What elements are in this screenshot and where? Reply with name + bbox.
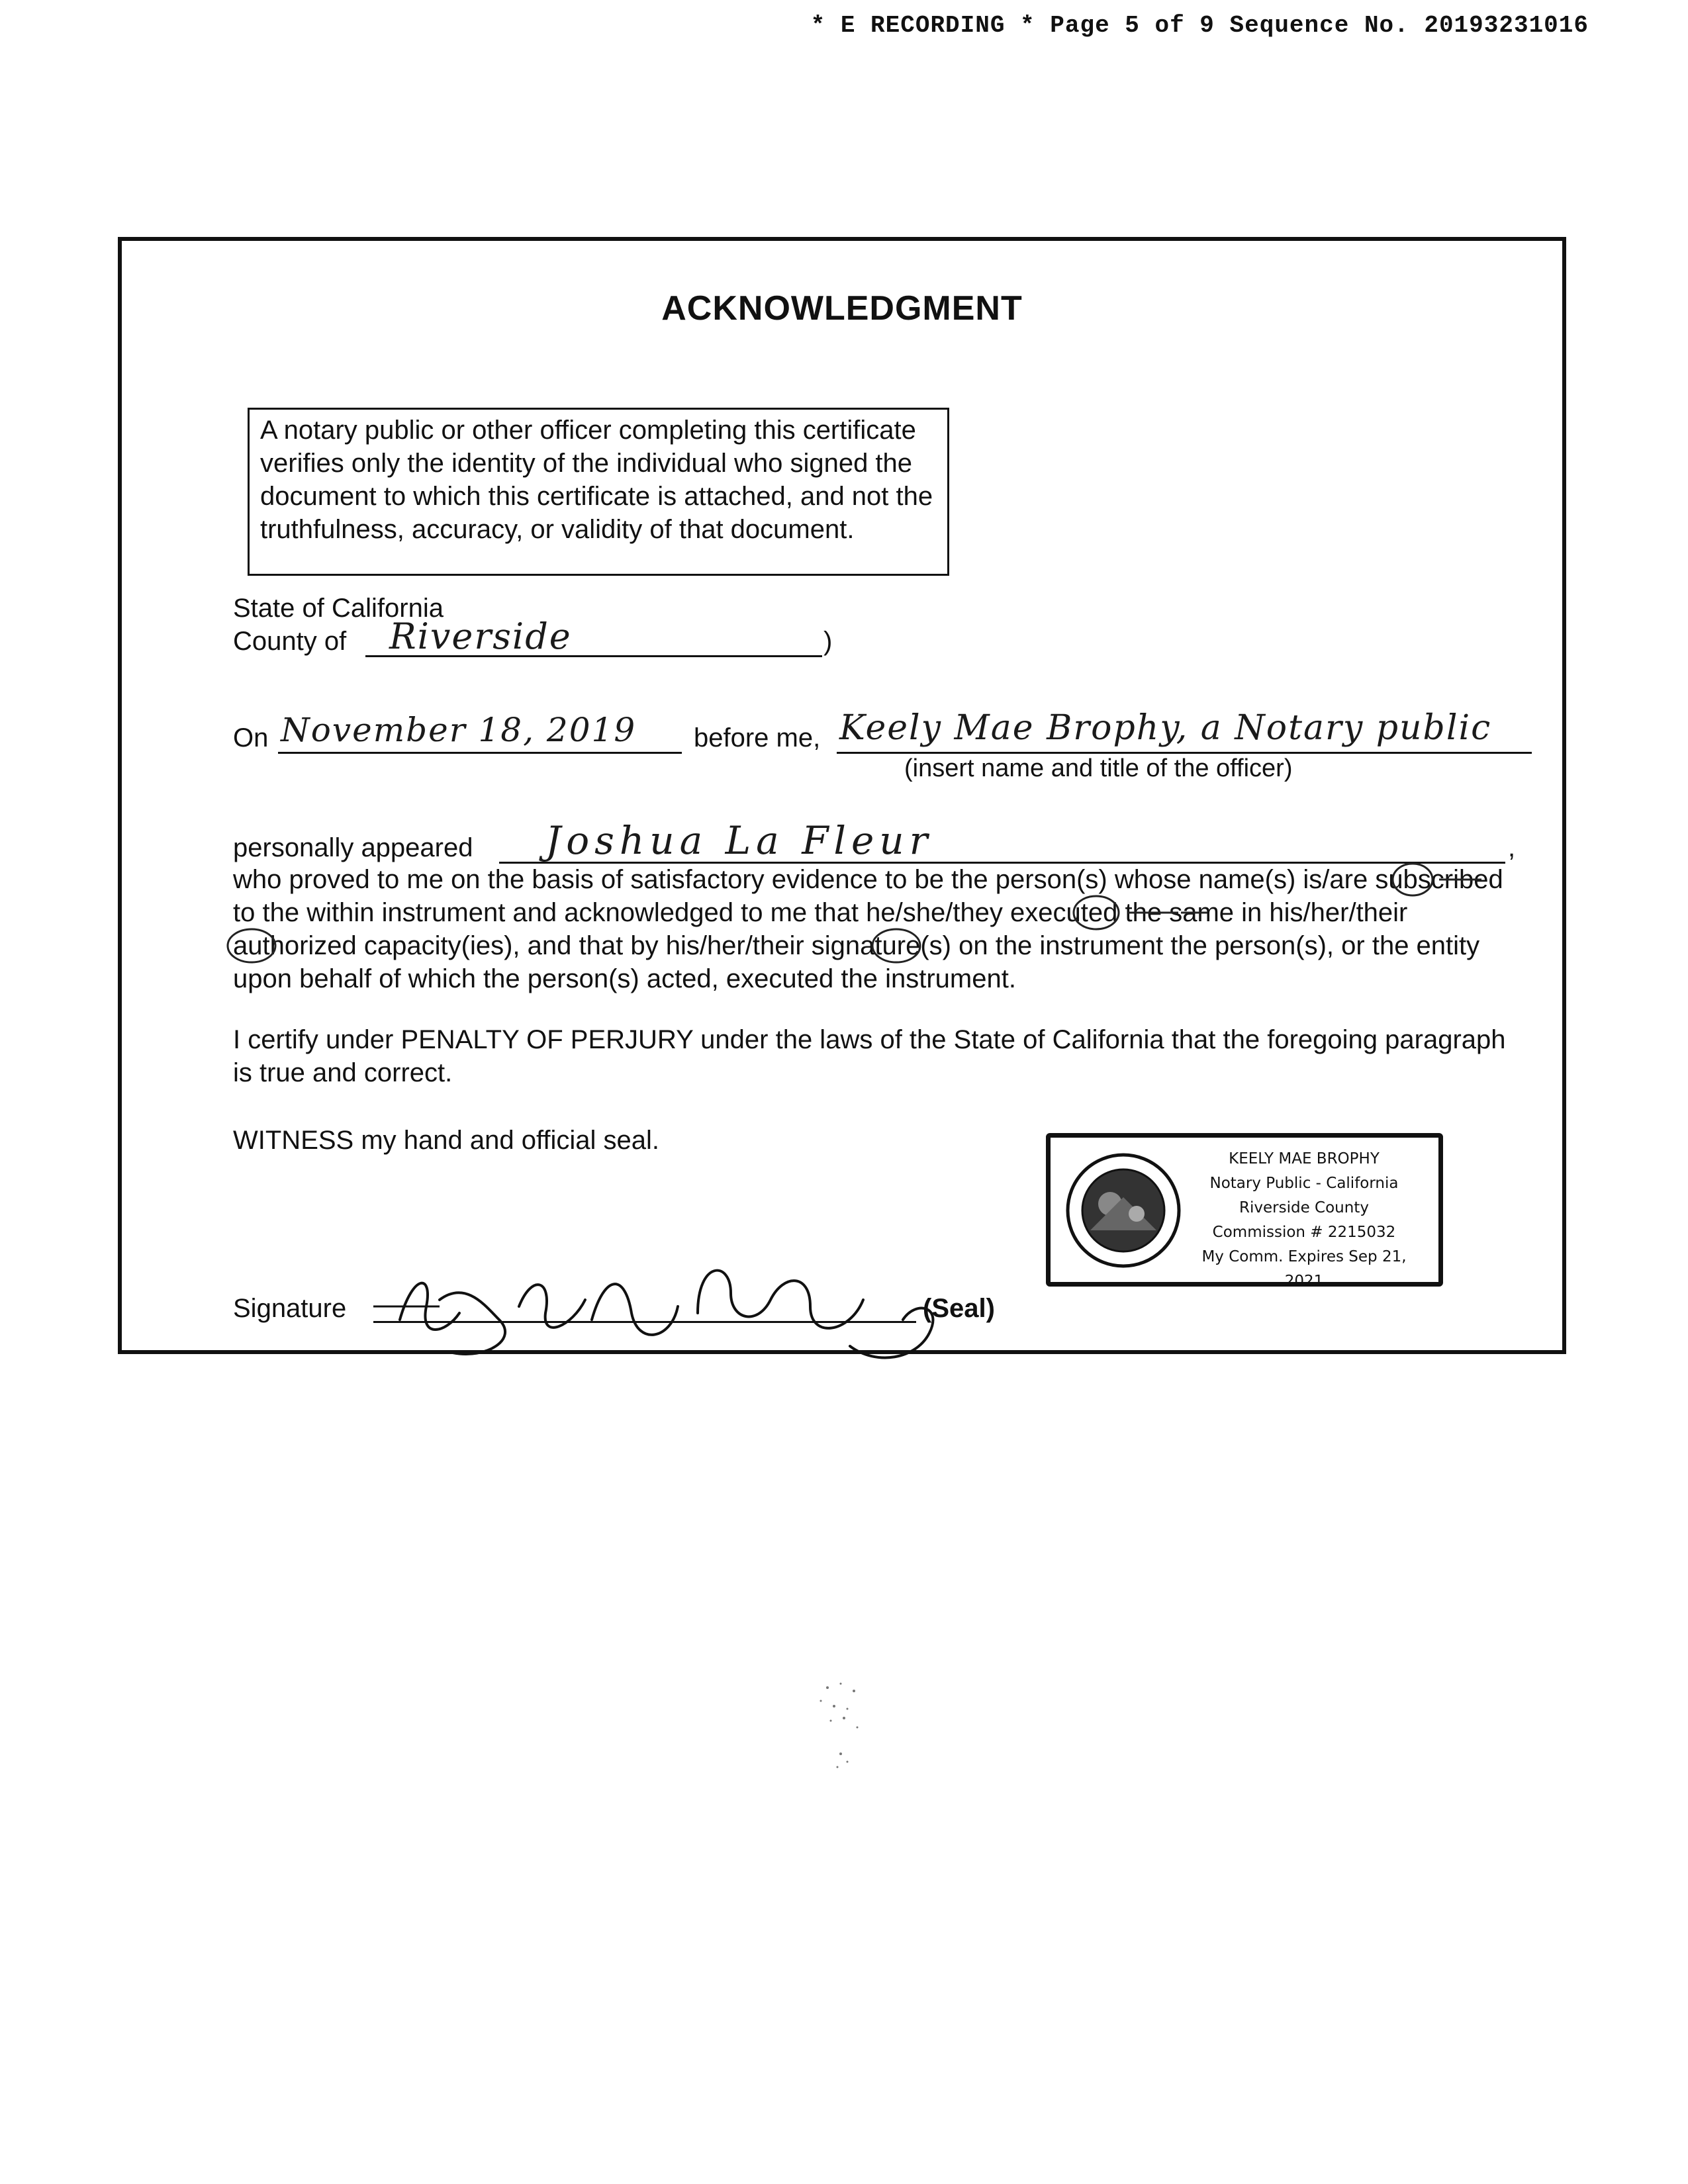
county-close-paren: ) xyxy=(823,627,833,656)
acknowledgment-form xyxy=(118,237,1566,1354)
notary-signature xyxy=(387,1234,969,1366)
on-label: On xyxy=(233,723,269,752)
before-me-label: before me, xyxy=(694,723,821,752)
seal-title: Notary Public - California xyxy=(1209,1175,1399,1192)
date-value: November 18, 2019 xyxy=(281,711,637,749)
certify-paragraph: I certify under PENALTY OF PERJURY under the laws of the State of California that the foregoing paragraph is true and correct. xyxy=(233,1025,1506,1087)
officer-value: Keely Mae Brophy, a Notary public xyxy=(839,708,1492,748)
signature-label: Signature xyxy=(233,1294,347,1323)
notice-box: A notary public or other officer completing this certificate verifies only the identity of the individual who signed the document to which this certificate is attached, and not the truthfulness, accuracy, or validity of that document. xyxy=(248,408,949,576)
witness-line: WITNESS my hand and official seal. xyxy=(233,1126,659,1155)
form-title: ACKNOWLEDGMENT xyxy=(661,289,1023,328)
officer-caption: (insert name and title of the officer) xyxy=(904,754,1293,782)
appeared-comma: , xyxy=(1508,833,1516,862)
state-seal-icon xyxy=(1064,1151,1183,1270)
seal-label: (Seal) xyxy=(923,1294,995,1323)
seal-name: KEELY MAE BROPHY xyxy=(1229,1150,1380,1167)
circle-he xyxy=(1074,896,1119,929)
seal-county: Riverside County xyxy=(1239,1199,1369,1216)
circle-his-2 xyxy=(872,929,920,962)
seal-expires: My Comm. Expires Sep 21, 2021 xyxy=(1201,1248,1407,1290)
circle-his xyxy=(228,929,275,962)
notary-seal-stamp xyxy=(1046,1133,1443,1290)
appeared-value: Joshua La Fleur xyxy=(545,818,933,863)
proved-paragraph: who proved to me on the basis of satisfactory evidence to be the person(s) whose name(s) is/are subscribed to the within instrument and acknowledged to me that he/she/they executed the same in his/her/their authorized capacity(ies), and that by his/her/their signature(s) on the instrument the person(s), or the entity upon behalf of which the person(s) acted, executed the instrument. xyxy=(233,865,1503,993)
recording-header: * E RECORDING * Page 5 of 9 Sequence No. 20193231016 xyxy=(810,12,1589,39)
scan-specks xyxy=(808,1674,887,1794)
circle-is xyxy=(1393,864,1432,895)
seal-commission: Commission # 2215032 xyxy=(1212,1224,1396,1241)
county-label: County of xyxy=(233,627,347,656)
state-line: State of California xyxy=(233,594,444,623)
county-value: Riverside xyxy=(389,615,572,657)
appeared-label: personally appeared xyxy=(233,833,473,862)
